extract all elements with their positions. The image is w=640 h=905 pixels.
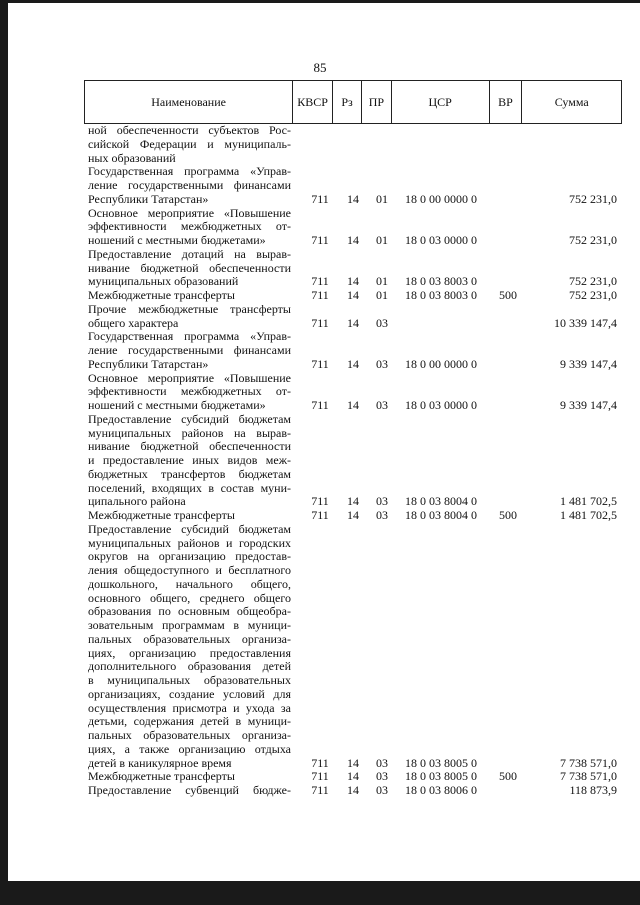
table-row	[0, 508, 640, 522]
table-row	[0, 151, 640, 165]
row-name: округов на организацию предостав-	[88, 549, 291, 564]
row-name: детьми, содержания детей в муници-	[88, 714, 291, 729]
table-row	[0, 233, 640, 247]
row-name: и предоставление иных видов меж-	[88, 453, 291, 467]
page-number: 85	[313, 60, 327, 75]
row-rz: 14	[347, 494, 359, 509]
row-pr: 03	[376, 769, 388, 784]
row-vr: 500	[499, 769, 517, 784]
row-name: ных образований	[88, 150, 176, 165]
row-name: Республики Татарстан»	[88, 356, 209, 371]
row-pr: 03	[376, 783, 388, 797]
row-kvsr: 711	[311, 494, 329, 509]
row-pr: 03	[376, 755, 388, 770]
table-row	[0, 357, 640, 371]
table-row	[0, 137, 640, 151]
table-row	[0, 316, 640, 330]
table-row	[0, 192, 640, 206]
table-row	[0, 274, 640, 288]
row-rz: 14	[347, 508, 359, 522]
row-name: Государственная программа «Управ-	[88, 329, 291, 344]
header-kvsr: КВСР	[293, 81, 333, 123]
table-row	[0, 178, 640, 192]
row-name: эффективности межбюджетных от-	[88, 384, 291, 399]
row-name: эффективности межбюджетных от-	[88, 219, 291, 234]
row-name: в муниципальных образовательных	[88, 673, 291, 687]
header-vr: ВР	[490, 81, 523, 123]
row-pr: 01	[376, 233, 388, 247]
row-rz: 14	[347, 356, 359, 371]
row-name: зовательным программам в муници-	[88, 618, 291, 632]
row-kvsr: 711	[311, 769, 329, 784]
table-row	[0, 632, 640, 646]
header-name: Наименование	[85, 81, 293, 123]
row-csr: 18 0 00 0000 0	[405, 191, 477, 206]
table-row	[0, 247, 640, 261]
row-name: муниципальных районов и городских	[88, 535, 291, 550]
row-vr: 500	[499, 288, 517, 302]
table-row	[0, 164, 640, 178]
row-name: ной обеспеченности субъектов Рос-	[88, 123, 291, 137]
row-sum: 752 231,0	[569, 191, 617, 206]
row-sum: 9 339 147,4	[560, 356, 617, 371]
table-row	[0, 549, 640, 563]
row-name: ципального района	[88, 494, 186, 509]
row-kvsr: 711	[311, 315, 329, 330]
table-row	[0, 481, 640, 495]
row-csr: 18 0 03 8005 0	[405, 769, 477, 784]
row-name: сийской Федерации и муниципаль-	[88, 136, 291, 151]
row-sum: 1 481 702,5	[560, 508, 617, 522]
row-csr: 18 0 00 0000 0	[405, 356, 477, 371]
row-kvsr: 711	[311, 191, 329, 206]
row-rz: 14	[347, 315, 359, 330]
row-kvsr: 711	[311, 783, 329, 797]
table-row	[0, 371, 640, 385]
row-name: Межбюджетные трансферты	[88, 288, 235, 302]
row-name: ношений с местными бюджетами»	[88, 398, 266, 412]
row-sum: 1 481 702,5	[560, 494, 617, 509]
row-csr: 18 0 03 8003 0	[405, 274, 477, 289]
row-name: Прочие межбюджетные трансферты	[88, 301, 291, 316]
table-row	[0, 604, 640, 618]
header-rz: Рз	[333, 81, 362, 123]
row-name: бюджетных трансфертов бюджетам	[88, 466, 291, 481]
row-vr: 500	[499, 508, 517, 522]
row-sum: 7 738 571,0	[560, 755, 617, 770]
row-sum: 7 738 571,0	[560, 769, 617, 784]
row-pr: 03	[376, 494, 388, 509]
table-row	[0, 659, 640, 673]
row-rz: 14	[347, 783, 359, 797]
header-csr: ЦСР	[392, 81, 490, 123]
row-name: осуществления присмотра и ухода за	[88, 700, 291, 715]
table-header	[84, 80, 622, 124]
row-name: Основное мероприятие «Повышение	[88, 370, 291, 385]
row-pr: 03	[376, 398, 388, 412]
table-row	[0, 467, 640, 481]
table-row	[0, 123, 640, 137]
row-pr: 03	[376, 315, 388, 330]
row-name: основного общего, среднего общего	[88, 590, 291, 605]
table-row	[0, 769, 640, 783]
table-row	[0, 536, 640, 550]
row-sum: 752 231,0	[569, 233, 617, 247]
row-sum: 752 231,0	[569, 274, 617, 289]
row-name: Государственная программа «Управ-	[88, 164, 291, 179]
table-row	[0, 563, 640, 577]
row-name: Основное мероприятие «Повышение	[88, 205, 291, 220]
table-row	[0, 206, 640, 220]
row-name: образования по основным общеобра-	[88, 604, 291, 619]
row-name: ление государственными финансами	[88, 343, 291, 357]
row-sum: 9 339 147,4	[560, 398, 617, 412]
header-sum: Сумма	[554, 94, 589, 109]
row-pr: 03	[376, 508, 388, 522]
table-row	[0, 219, 640, 233]
table-row	[0, 728, 640, 742]
row-csr: 18 0 03 8004 0	[405, 494, 477, 509]
table-row	[0, 714, 640, 728]
table-row	[0, 329, 640, 343]
row-name: дополнительного образования детей	[88, 659, 291, 674]
row-kvsr: 711	[311, 356, 329, 371]
row-name: общего характера	[88, 315, 179, 330]
table-row	[0, 701, 640, 715]
table-row	[0, 646, 640, 660]
row-name: Предоставление субсидий бюджетам	[88, 411, 291, 426]
row-rz: 14	[347, 233, 359, 247]
row-name: дошкольного, начального общего,	[88, 576, 291, 591]
row-csr: 18 0 03 0000 0	[405, 398, 477, 412]
row-csr: 18 0 03 8006 0	[405, 783, 477, 797]
row-name: пальных образовательных организа-	[88, 728, 291, 742]
table-row	[0, 426, 640, 440]
table-row	[0, 384, 640, 398]
row-kvsr: 711	[311, 398, 329, 412]
table-row	[0, 398, 640, 412]
table-row	[0, 742, 640, 756]
scan-edge-bottom	[0, 881, 640, 905]
row-csr: 18 0 03 0000 0	[405, 233, 477, 247]
row-pr: 03	[376, 356, 388, 371]
row-rz: 14	[347, 274, 359, 289]
row-pr: 01	[376, 274, 388, 289]
row-kvsr: 711	[311, 508, 329, 522]
row-rz: 14	[347, 288, 359, 302]
row-sum: 752 231,0	[569, 288, 617, 302]
row-name: Республики Татарстан»	[88, 191, 209, 206]
row-csr: 18 0 03 8004 0	[405, 508, 477, 522]
row-name: ления общедоступного и бесплатного	[88, 563, 291, 577]
row-rz: 14	[347, 191, 359, 206]
table-row	[0, 522, 640, 536]
row-rz: 14	[347, 755, 359, 770]
row-name: детей в каникулярное время	[88, 755, 232, 770]
table-row	[0, 261, 640, 275]
row-name: поселений, входящих в состав муни-	[88, 480, 291, 495]
row-name: пальных образовательных организа-	[88, 631, 291, 646]
row-kvsr: 711	[311, 233, 329, 247]
row-csr: 18 0 03 8003 0	[405, 288, 477, 302]
row-name: муниципальных районов на вырав-	[88, 425, 291, 440]
table-row	[0, 673, 640, 687]
row-name: организациях, создание условий для	[88, 686, 291, 701]
row-name: циях, а также организацию отдыха	[88, 741, 291, 756]
table-row	[0, 453, 640, 467]
row-sum: 118 873,9	[569, 783, 617, 797]
row-name: Предоставление субсидий бюджетам	[88, 521, 291, 536]
row-pr: 01	[376, 191, 388, 206]
table-row	[0, 412, 640, 426]
row-name: Межбюджетные трансферты	[88, 769, 235, 784]
row-name: Межбюджетные трансферты	[88, 508, 235, 522]
table-row	[0, 494, 640, 508]
row-rz: 14	[347, 398, 359, 412]
row-kvsr: 711	[311, 288, 329, 302]
table-row	[0, 591, 640, 605]
table-row	[0, 783, 640, 797]
row-name: нивание бюджетной обеспеченности	[88, 260, 291, 275]
table-row	[0, 618, 640, 632]
row-name: ление государственными финансами	[88, 178, 291, 192]
row-name: Предоставление дотаций на вырав-	[88, 246, 291, 261]
row-kvsr: 711	[311, 274, 329, 289]
row-rz: 14	[347, 769, 359, 784]
scan-edge-top	[0, 0, 640, 3]
table-row	[0, 288, 640, 302]
row-name: муниципальных образований	[88, 274, 239, 289]
row-name: Предоставление субвенций бюдже-	[88, 783, 291, 797]
table-row	[0, 343, 640, 357]
row-sum: 10 339 147,4	[554, 315, 617, 330]
row-csr: 18 0 03 8005 0	[405, 755, 477, 770]
table-row	[0, 302, 640, 316]
row-name: циях, организацию предоставления	[88, 645, 291, 660]
table-row	[0, 687, 640, 701]
row-kvsr: 711	[311, 755, 329, 770]
table-row	[0, 577, 640, 591]
row-name: нивание бюджетной обеспеченности	[88, 439, 291, 454]
table-row	[0, 439, 640, 453]
header-pr: ПР	[362, 81, 392, 123]
table-row	[0, 756, 640, 770]
row-pr: 01	[376, 288, 388, 302]
row-name: ношений с местными бюджетами»	[88, 233, 266, 247]
